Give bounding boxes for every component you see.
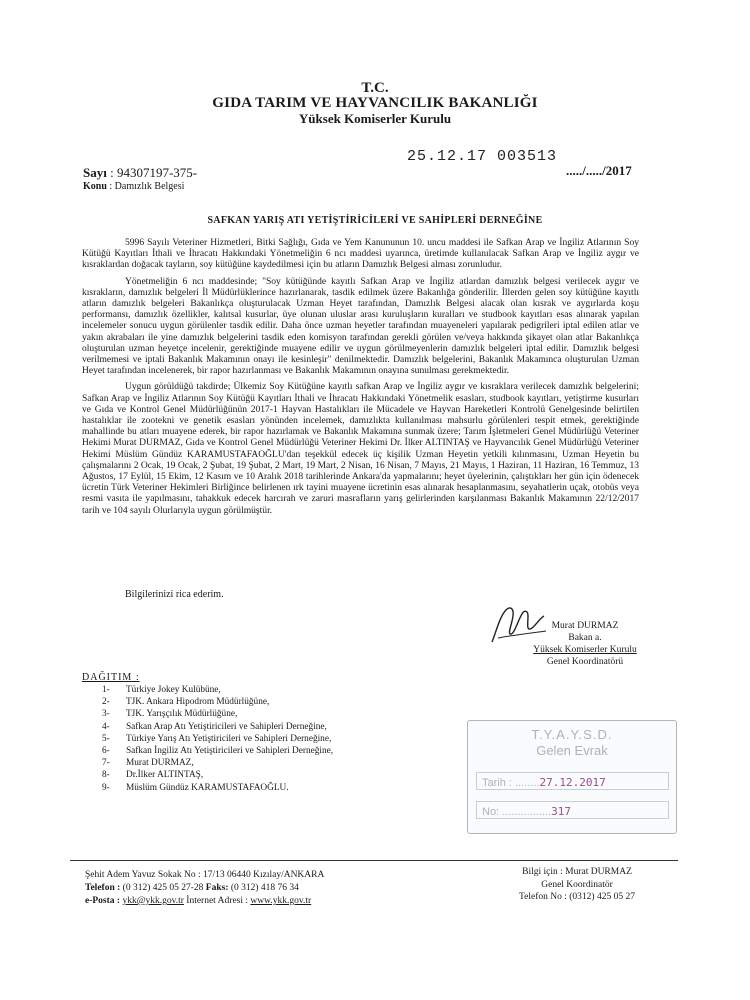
list-item (102, 782, 402, 794)
phone-label: Telefon : (85, 883, 121, 893)
ministry-name: GIDA TARIM VE HAYVANCILIK BAKANLIĞI (212, 95, 538, 111)
stamp-date-value: 27.12.2017 (539, 776, 606, 789)
konu-value: : Damızlık Belgesi (109, 181, 185, 192)
item-number: 9- (102, 782, 110, 793)
sayi-value: : 94307197-375- (110, 165, 198, 180)
list-item (102, 745, 402, 757)
item-text: Safkan İngiliz Atı Yetiştiricileri ve Sahipleri Derneğine, (126, 746, 334, 757)
closing-line: Bilgilerinizi rica ederim. (125, 589, 224, 600)
item-number: 6- (102, 746, 110, 757)
footer-contact (85, 869, 324, 908)
signer-name: Murat DURMAZ (551, 621, 619, 631)
konu-label: Konu (83, 181, 107, 192)
incoming-document-stamp (467, 720, 677, 834)
item-number: 4- (102, 721, 110, 732)
item-number: 5- (102, 733, 110, 744)
info-title: Genel Koordinatör (541, 879, 613, 890)
signer-role-1: Bakan a. (568, 633, 602, 643)
item-number: 7- (102, 758, 110, 769)
item-text: Dr.İlker ALTINTAŞ, (126, 770, 204, 781)
item-text: Türkiye Jokey Kulübüne, (126, 685, 221, 695)
list-item (102, 684, 402, 696)
info-phone: Telefon No : (0312) 425 05 27 (519, 892, 635, 902)
footer-address: Şehit Adem Yavuz Sokak No : 17/13 06440 Kızılay/ANKARA (85, 870, 325, 880)
fax-label: Faks: (205, 883, 229, 893)
list-item (102, 696, 402, 708)
item-number: 2- (102, 697, 110, 708)
body-paragraph-1: 5996 Sayılı Veteriner Hizmetleri, Bitki Sağlığı, Gıda ve Yem Kanununun 10. uncu maddesi ile Safkan Arap ve İngiliz Atlarının Soy Kütüğü Kayıtları İthali ve İhracatı Hakkındaki Yönetmeliğin 6 ncı maddesi uyarınca, üretimde kullanılacak Safkan Arap ve İngiliz aygır ve kısraklardan doğacak tayların, soy kütüğüne kaydedilmesi için bu atların Damızlık Belgesi alması zorunludur. (82, 237, 639, 271)
stamp-date-label: Tarih : (482, 777, 512, 789)
reference-number (83, 165, 197, 181)
signer-block (515, 620, 655, 668)
stamp-no-label: No: (482, 806, 500, 818)
distribution-title: DAĞITIM : (82, 672, 140, 683)
letter-body (82, 237, 639, 521)
item-text: TJK. Yarışçılık Müdürlüğüne, (126, 709, 238, 720)
item-text: Safkan Arap Atı Yetiştiricileri ve Sahipleri Derneğine, (126, 721, 327, 732)
footer-info (492, 866, 662, 904)
header-tc: T.C. (361, 80, 389, 96)
board-name: Yüksek Komiserler Kurulu (298, 111, 452, 126)
item-text: Müslüm Gündüz KARAMUSTAFAOĞLU. (126, 782, 289, 793)
list-item (102, 721, 402, 733)
signer-role-2: Yüksek Komiserler Kurulu (533, 645, 637, 655)
email-link[interactable]: ykk@ykk.gov.tr (122, 896, 184, 906)
footer-phone-fax (85, 882, 324, 895)
sayi-label: Sayı (83, 165, 107, 180)
footer-email-web (85, 895, 324, 908)
email-label: e-Posta : (85, 896, 121, 906)
stamp-no-row: No: ................317 (482, 805, 571, 818)
body-paragraph-2: Yönetmeliğin 6 ncı maddesinde; "Soy kütüğünde kayıtlı Safkan Arap ve İngiliz atlardan damızlık belgesi verilecek aygır ve kısrakların, damızlık belgeleri İl Müdürlüklerince hazırlanarak, tasdik edilmek üzere Bakanlığa gönderilir. İllerden gelen soy kütüğüne kayıtlı atların damızlık belgeleri Bakanlıkça oluşturulacak Uzman Heyet tarafından, Damızlık Belgesi alacak olan kısrak ve aygırlarda koşu performansı, damızlık özellikler, kalıtsal kusurlar, üye olunan uluslar arası kuruluşların kuralları ve studbook kayıtları esas alınarak yapılan incelemeler sonucu uygun görülenler tasdik edilir. Daha önce uzman heyetler tarafından muayeneleri yapılarak pedigrileri iptal edilen atlar ve yakın akrabaları ile yine damızlık belgelerini tasdik eden komisyon tarafından gerekli görülen ve/veya hakkında şikayet olan atlar Bakanlıkça oluşturulan uzman heyetçe incelenir, gerektiğinde muayene edilir ve uygun görülmeyenlerin damızlık belgeleri iptal edilir. Damızlık belgesi verilmemesi ve iptali Bakanlık Makamının onayı ile kesinleşir" denilmektedir. Damızlık belgelerini, Bakanlık Makamınca oluşturulan Uzman Heyet tarafından incelenerek, bir rapor hazırlanması ve Bakanlık Makamının onayına sunulması gerekmektedir. (82, 275, 639, 377)
list-item (102, 757, 402, 769)
recipient-heading: SAFKAN YARIŞ ATI YETİŞTİRİCİLERİ VE SAHİPLERİ DERNEĞİNE (207, 215, 543, 226)
subject (83, 181, 184, 192)
phone-value: (0 312) 425 05 27-28 (122, 883, 204, 893)
item-number: 3- (102, 709, 110, 720)
list-item (102, 733, 402, 745)
fax-value: (0 312) 418 76 34 (230, 883, 299, 893)
distribution-list (102, 684, 402, 794)
web-label: İnternet Adresi : (186, 896, 249, 906)
item-number: 1- (102, 685, 110, 695)
website-link[interactable]: www.ykk.gov.tr (250, 896, 312, 906)
signer-role-3: Genel Koordinatörü (546, 657, 624, 667)
footer-divider (70, 860, 678, 861)
item-text: TJK. Ankara Hipodrom Müdürlüğüne, (126, 697, 270, 708)
item-text: Murat DURMAZ, (126, 758, 194, 769)
stamp-date-row: Tarih : ........27.12.2017 (482, 776, 606, 789)
document-date: ...../...../2017 (566, 163, 632, 178)
item-text: Türkiye Yarış Atı Yetiştiricileri ve Sahipleri Derneğine, (126, 733, 332, 744)
stamp-no-value: 317 (551, 805, 571, 818)
list-item (102, 769, 402, 781)
registry-stamp-number: 25.12.17 003513 (407, 148, 558, 165)
stamp-title: Gelen Evrak (536, 743, 608, 758)
item-number: 8- (102, 770, 110, 781)
body-paragraph-3: Uygun görüldüğü takdirde; Ülkemiz Soy Kütüğüne kayıtlı safkan Arap ve İngiliz aygır ve kısraklara verilecek damızlık belgelerini; Safkan Arap ve İngiliz Atlarının Soy Kütüğü Kayıtları İthali ve İhracatı Hakkındaki Yönetmelik esasları, studbook kayıtları, yetiştirme kusurları ve Gıda ve Kontrol Genel Müdürlüğünün 2017-1 Hayvan Hastalıkları ile Mücadele ve Hayvan Hareketleri Kontrolü Genelgesinde belirtilen hastalıklar ile zootekni ve genetik esasları yönünden incelemek, damızlıkta kullanılması mahsurlu görülenleri tespit etmek, gerektiğinde mahallinde bu atları muayene ederek, bir rapor hazırlamak ve Bakanlık Makamına sunmak üzere; Tarım İşletmeleri Genel Müdürlüğü Veteriner Hekimi Murat DURMAZ, Gıda ve Kontrol Genel Müdürlüğü Veteriner Hekimi Dr. İlker ALTINTAŞ ve Hayvancılık Genel Müdürlüğü Veteriner Hekimi Müslüm Gündüz KARAMUSTAFAOĞLU'dan teşekkül edecek üç kişilik Uzman Heyetin yetkili kılınmasını, Uzman Heyetin bu çalışmalarını 2 Ocak, 19 Ocak, 2 Şubat, 19 Şubat, 2 Mart, 19 Mart, 2 Nisan, 16 Nisan, 7 Mayıs, 21 Mayıs, 1 Haziran, 11 Haziran, 16 Temmuz, 13 Ağustos, 17 Eylül, 15 Ekim, 12 Kasım ve 10 Aralık 2018 tarihlerinde Ankara'da yapmalarını; heyet üyelerinin, çalıştıkları her gün için ödenecek ücretin Türk Veteriner Hekimleri Birliğince belirlenen ırk tayini muayene ücretinin esas alınarak hesaplanmasını, seyahatlerin uçak, otobüs veya resmi vasıta ile yapılmasını, tahakkuk edecek harcırah ve zaruri masrafların yarış gelirlerinden karşılanması Bakanlık Makamının 22/12/2017 tarih ve 104 sayılı Olurlarıyla uygun görülmüştür. (82, 381, 639, 516)
list-item (102, 708, 402, 720)
info-contact: Bilgi için : Murat DURMAZ (522, 867, 632, 877)
stamp-org: T.Y.A.Y.S.D. (531, 727, 613, 742)
